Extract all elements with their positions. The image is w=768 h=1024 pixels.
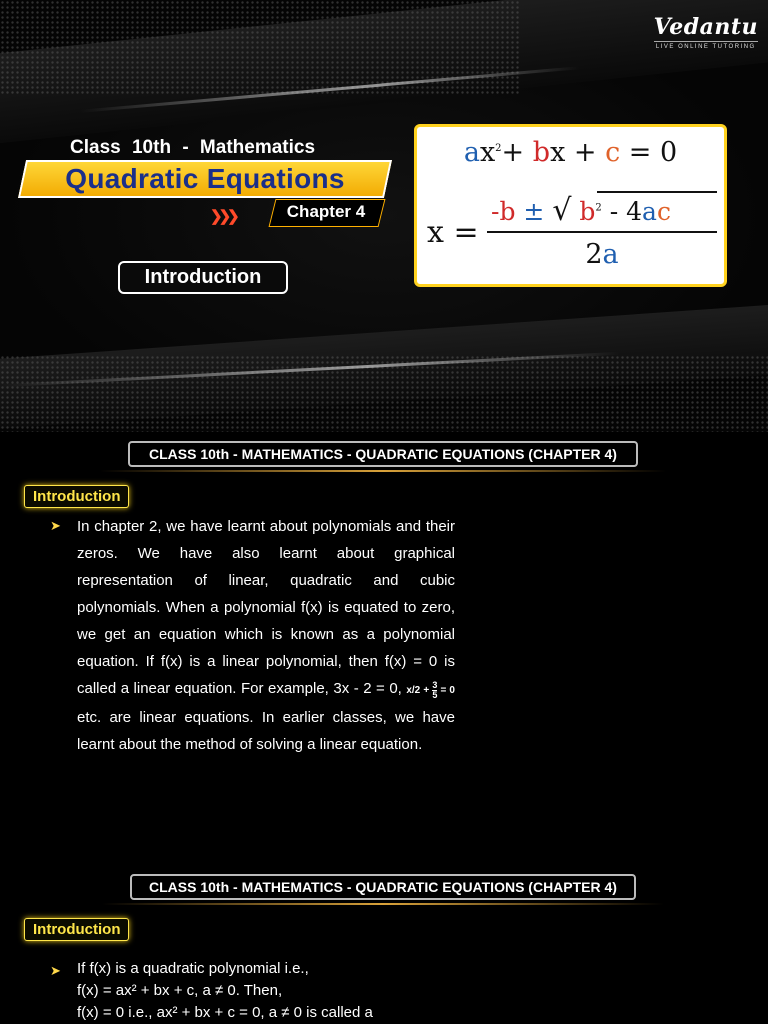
arrow-bullet-icon: ➤ [50, 963, 61, 978]
chapter-title: Quadratic Equations [65, 163, 345, 194]
line-1: If f(x) is a quadratic polynomial i.e., [77, 960, 309, 977]
brand-tagline: LIVE ONLINE TUTORING [654, 41, 758, 50]
quadratic-formula-card [414, 124, 727, 287]
standard-form-equation: $ax^2+$ bx + c = 0 [463, 137, 678, 168]
paragraph-text-after: etc. are linear equations. In earlier classes, we have learnt about the method of solving a linear equation. [77, 709, 455, 753]
paragraph-text-before: In chapter 2, we have learnt about polynomials and their zeros. We have also learnt about graphical representation of linear, quadratic and cubic polynomials. When a polynomial f(x) is equated to zero, we get an equation which is known as a polynomial equation. If f(x) is a linear polynomial, then f(x) = 0 is called a linear equation. For example, 3x - 2 = 0, [77, 518, 455, 697]
class-subject-line: Class 10th - Mathematics [70, 137, 316, 158]
section-banner-2: CLASS 10th - MATHEMATICS - QUADRATIC EQUATIONS (CHAPTER 4) [130, 874, 636, 900]
triple-chevron-icon: ❯❯❯ [210, 208, 236, 225]
introduction-tag-1: Introduction [24, 485, 129, 508]
hero-banner [0, 0, 768, 432]
fraction-numerator: 3 [432, 679, 438, 690]
fraction-line [487, 231, 717, 233]
formula-denominator: 2a [585, 239, 619, 270]
radical-bar [597, 191, 717, 193]
introduction-button[interactable]: Introduction [118, 261, 288, 294]
inline-math-tail: = 0 [440, 685, 455, 696]
arrow-bullet-icon: ➤ [50, 518, 61, 533]
vedantu-logo [654, 14, 758, 50]
intro-paragraph-1 [77, 513, 455, 758]
line-3: f(x) = 0 i.e., ax² + bx + c = 0, a ≠ 0 is called a [77, 1004, 373, 1021]
line-2: f(x) = ax² + bx + c, a ≠ 0. Then, [77, 982, 283, 999]
formula-lhs: x = [427, 215, 479, 250]
inline-math-lead: x/2 + [406, 685, 430, 696]
inline-fraction [432, 681, 437, 700]
section-banner-1: CLASS 10th - MATHEMATICS - QUADRATIC EQUATIONS (CHAPTER 4) [128, 441, 638, 467]
brand-name: Vedantu [653, 14, 758, 40]
fraction-denominator: 5 [432, 689, 438, 700]
formula-numerator: -b ± √ $b^2 - 4ac$ [491, 193, 671, 228]
inline-math [406, 679, 455, 700]
chapter-number: Chapter 4 [286, 202, 366, 221]
introduction-tag-2: Introduction [24, 918, 129, 941]
